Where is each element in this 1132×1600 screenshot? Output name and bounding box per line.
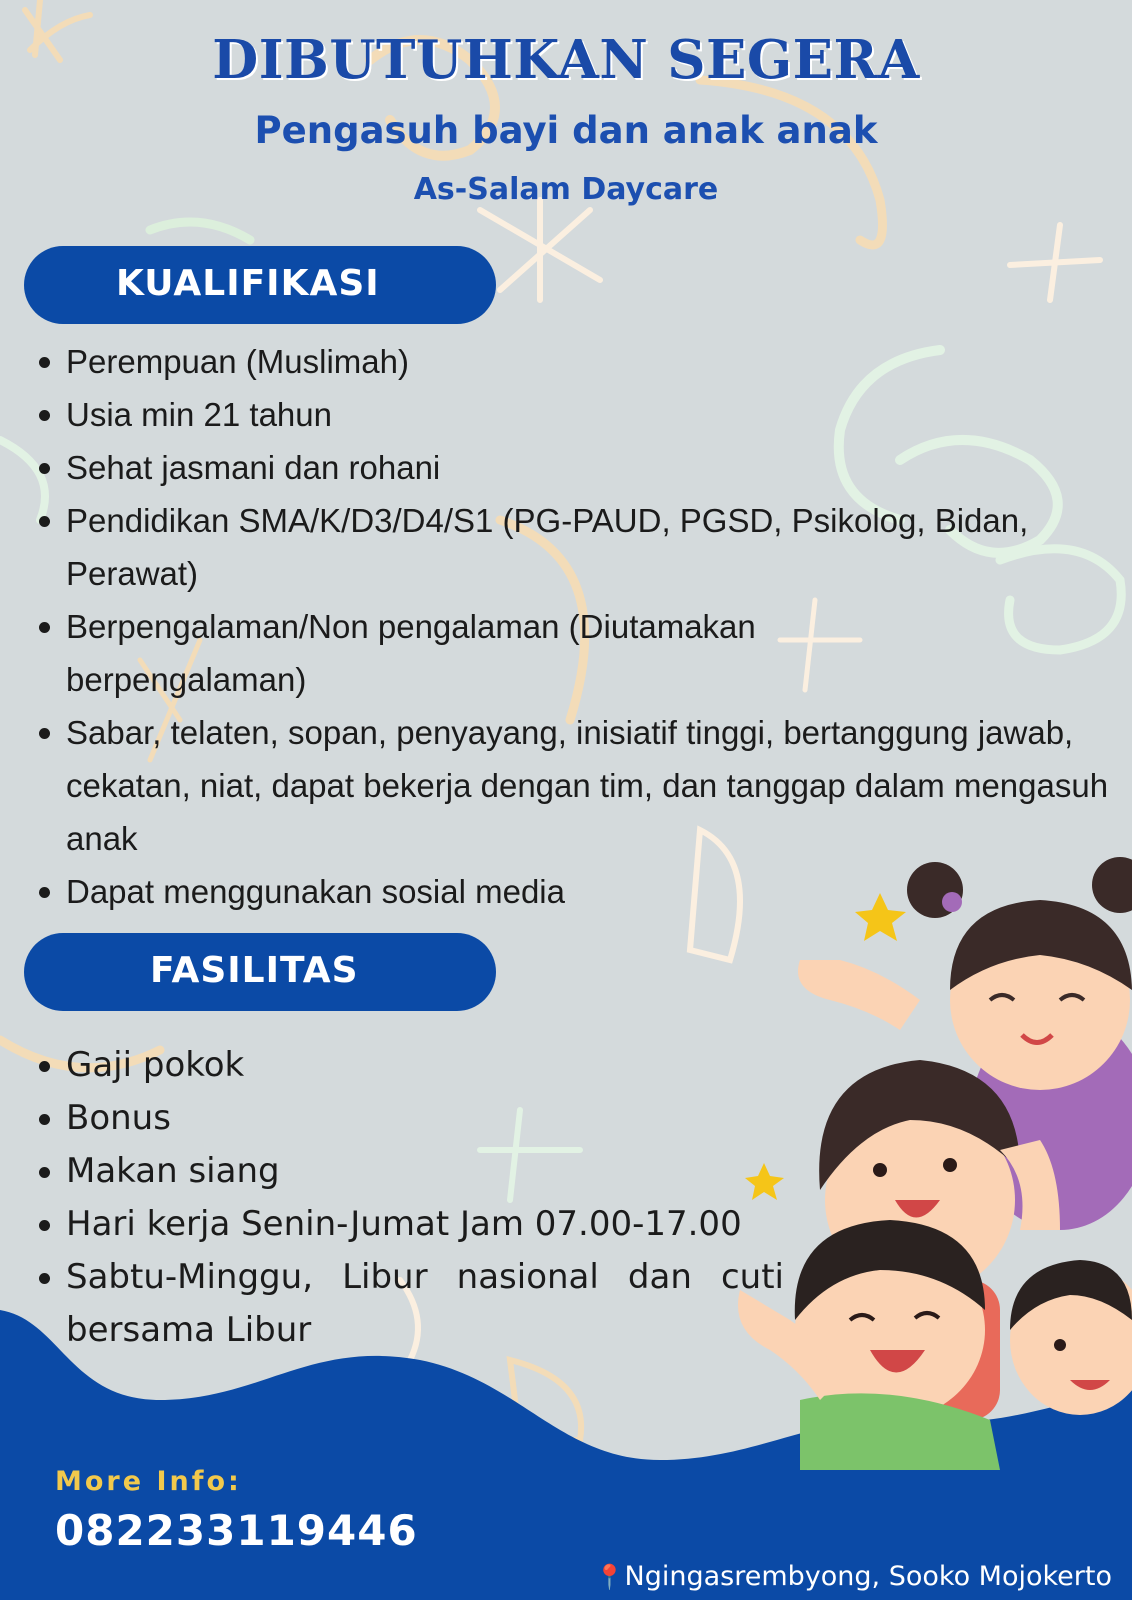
list-item: Pendidikan SMA/K/D3/D4/S1 (PG-PAUD, PGSD, Psikolog, Bidan, Perawat) <box>24 494 1114 600</box>
qualifications-heading <box>24 246 496 324</box>
contact-phone[interactable]: 082233119446 <box>55 1506 418 1555</box>
list-item: Sehat jasmani dan rohani <box>24 441 1114 494</box>
job-title: Pengasuh bayi dan anak anak <box>254 109 878 152</box>
list-item: Makan siang <box>24 1145 784 1198</box>
list-item: Usia min 21 tahun <box>24 388 1114 441</box>
list-item: Gaji pokok <box>24 1039 784 1092</box>
facilities-heading-label: FASILITAS <box>150 950 359 991</box>
list-item: Bonus <box>24 1092 784 1145</box>
address-text: Ngingasrembyong, Sooko Mojokerto <box>624 1561 1112 1592</box>
facilities-list <box>24 1039 784 1357</box>
list-item: Perempuan (Muslimah) <box>24 335 1114 388</box>
list-item: Sabtu-Minggu, Libur nasional dan cuti bersama Libur <box>24 1251 784 1357</box>
qualifications-heading-label: KUALIFIKASI <box>116 263 380 304</box>
list-item: Berpengalaman/Non pengalaman (Diutamakan berpengalaman) <box>24 600 856 706</box>
qualifications-list <box>24 335 1114 918</box>
list-item: Hari kerja Senin-Jumat Jam 07.00-17.00 <box>24 1198 784 1251</box>
list-item: Dapat menggunakan sosial media <box>24 865 1114 918</box>
list-item: Sabar, telaten, sopan, penyayang, inisiatif tinggi, bertanggung jawab, cekatan, niat, dapat bekerja dengan tim, dan tanggap dalam mengasuh anak <box>24 706 1114 865</box>
organization-name: As-Salam Daycare <box>413 172 719 207</box>
more-info-label: More Info: <box>55 1466 242 1497</box>
headline: DIBUTUHKAN SEGERA <box>212 29 920 91</box>
facilities-heading <box>24 933 496 1011</box>
location-pin-icon: 📍 <box>594 1563 625 1591</box>
address <box>595 1561 1112 1592</box>
